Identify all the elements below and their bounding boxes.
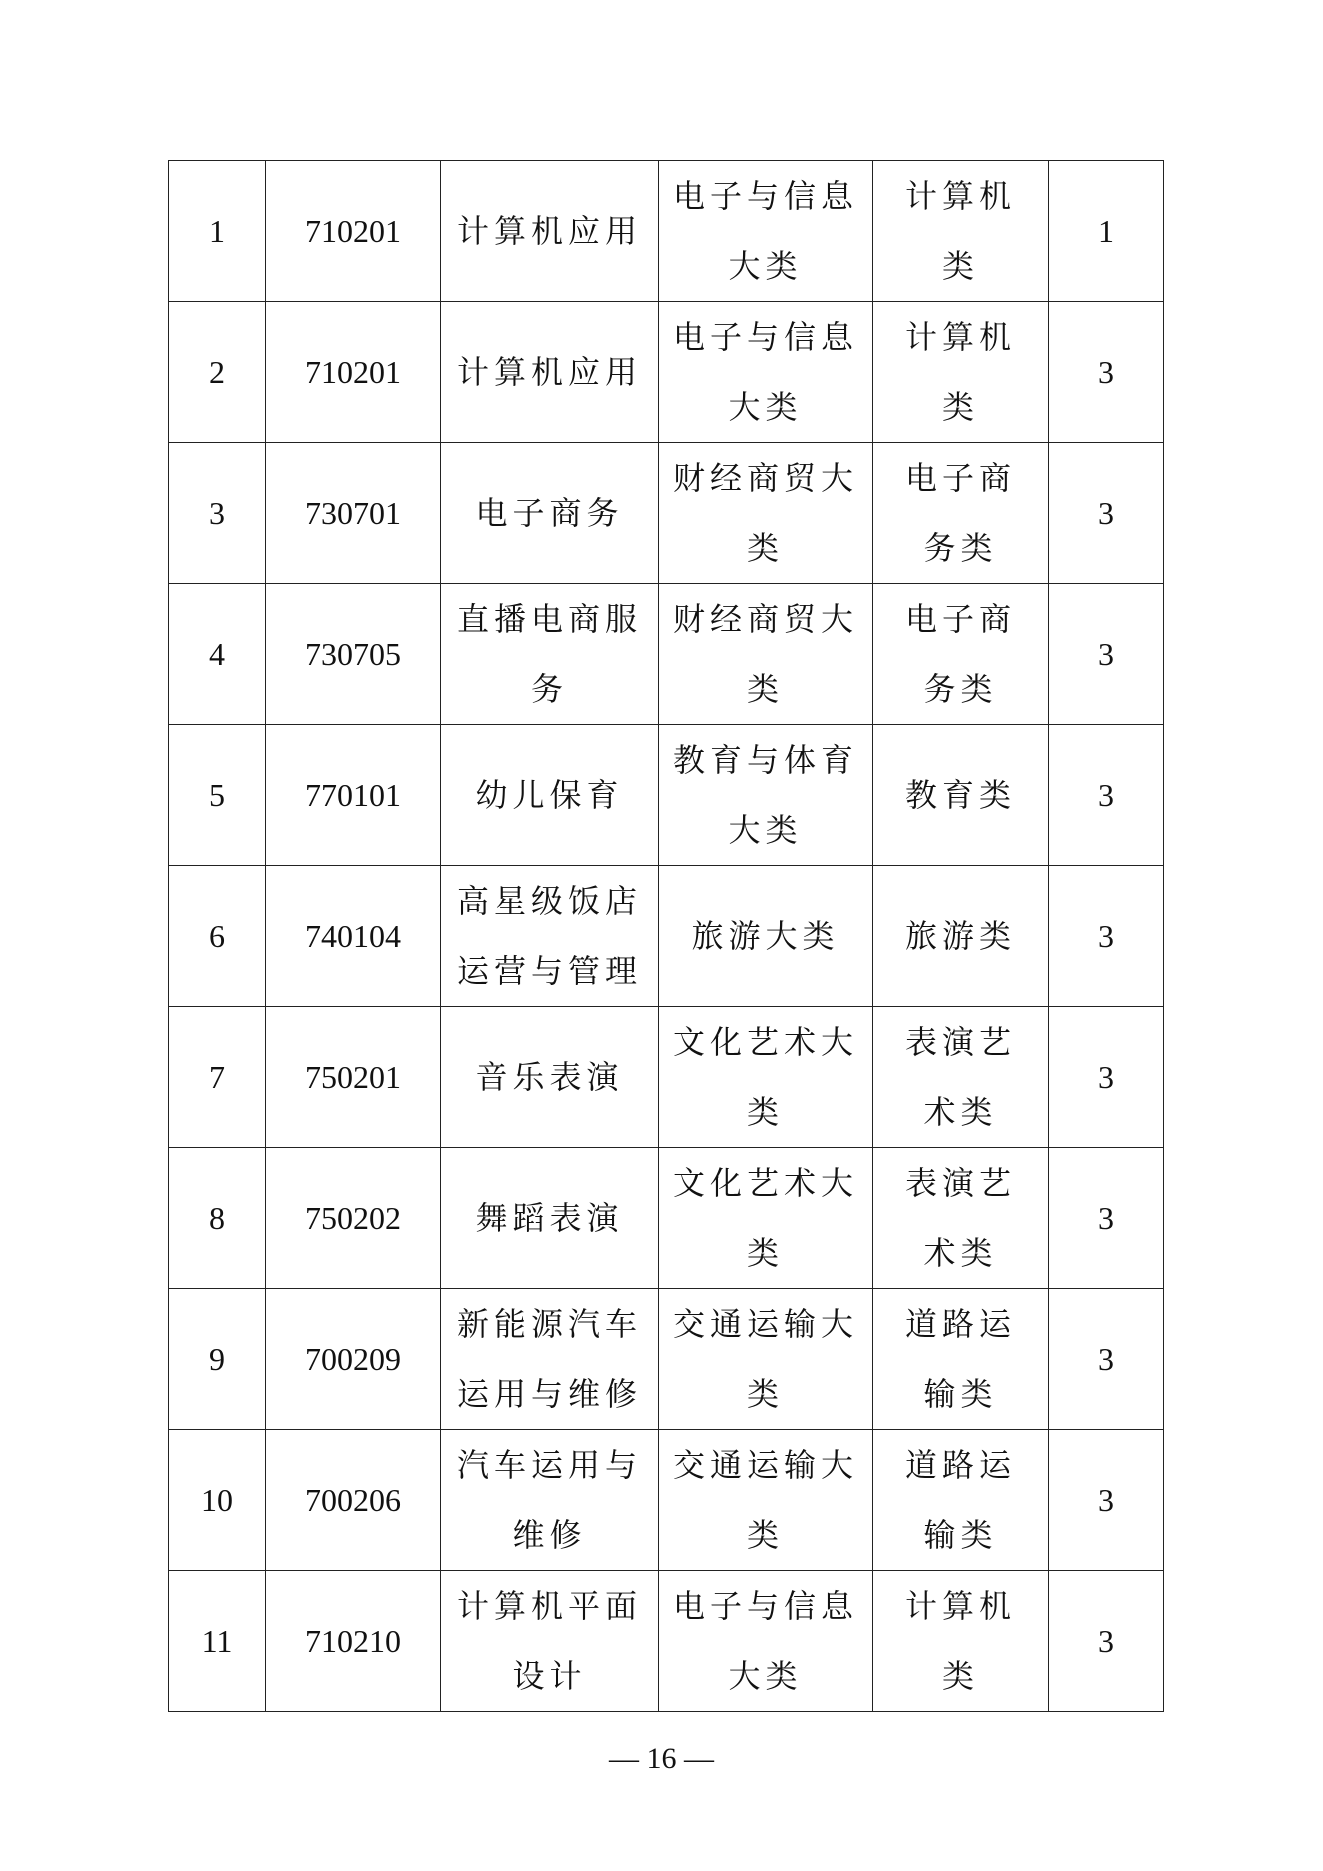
major-subcategory: 计算机类 bbox=[873, 1571, 1049, 1712]
table-row bbox=[169, 443, 1164, 584]
major-code: 710201 bbox=[266, 161, 441, 302]
major-name: 幼儿保育 bbox=[441, 725, 659, 866]
table-row bbox=[169, 1571, 1164, 1712]
major-code: 700206 bbox=[266, 1430, 441, 1571]
table-row bbox=[169, 1007, 1164, 1148]
major-name: 音乐表演 bbox=[441, 1007, 659, 1148]
major-code: 750202 bbox=[266, 1148, 441, 1289]
major-subcategory: 教育类 bbox=[873, 725, 1049, 866]
major-name: 汽车运用与维修 bbox=[441, 1430, 659, 1571]
major-name: 计算机平面设计 bbox=[441, 1571, 659, 1712]
major-subcategory: 道路运输类 bbox=[873, 1430, 1049, 1571]
table-row bbox=[169, 866, 1164, 1007]
row-index: 1 bbox=[169, 161, 266, 302]
row-count: 3 bbox=[1049, 1148, 1164, 1289]
row-index: 9 bbox=[169, 1289, 266, 1430]
row-count: 3 bbox=[1049, 584, 1164, 725]
table-row bbox=[169, 161, 1164, 302]
row-count: 3 bbox=[1049, 1007, 1164, 1148]
major-name: 电子商务 bbox=[441, 443, 659, 584]
major-name: 直播电商服务 bbox=[441, 584, 659, 725]
row-index: 11 bbox=[169, 1571, 266, 1712]
row-index: 7 bbox=[169, 1007, 266, 1148]
major-category: 交通运输大类 bbox=[659, 1430, 873, 1571]
row-index: 10 bbox=[169, 1430, 266, 1571]
row-index: 5 bbox=[169, 725, 266, 866]
row-count: 1 bbox=[1049, 161, 1164, 302]
row-count: 3 bbox=[1049, 443, 1164, 584]
major-subcategory: 旅游类 bbox=[873, 866, 1049, 1007]
major-code: 710210 bbox=[266, 1571, 441, 1712]
major-subcategory: 电子商务类 bbox=[873, 443, 1049, 584]
row-index: 2 bbox=[169, 302, 266, 443]
page-number: — 16 — bbox=[609, 1742, 714, 1775]
major-category: 电子与信息大类 bbox=[659, 1571, 873, 1712]
row-count: 3 bbox=[1049, 725, 1164, 866]
major-code: 700209 bbox=[266, 1289, 441, 1430]
row-index: 6 bbox=[169, 866, 266, 1007]
major-category: 文化艺术大类 bbox=[659, 1148, 873, 1289]
major-name: 计算机应用 bbox=[441, 161, 659, 302]
major-code: 770101 bbox=[266, 725, 441, 866]
table-row bbox=[169, 302, 1164, 443]
row-index: 3 bbox=[169, 443, 266, 584]
row-index: 4 bbox=[169, 584, 266, 725]
row-count: 3 bbox=[1049, 1430, 1164, 1571]
major-category: 电子与信息大类 bbox=[659, 302, 873, 443]
major-category: 电子与信息大类 bbox=[659, 161, 873, 302]
table-row bbox=[169, 1148, 1164, 1289]
major-name: 高星级饭店运营与管理 bbox=[441, 866, 659, 1007]
major-code: 730705 bbox=[266, 584, 441, 725]
major-code: 740104 bbox=[266, 866, 441, 1007]
major-category: 交通运输大类 bbox=[659, 1289, 873, 1430]
major-category: 文化艺术大类 bbox=[659, 1007, 873, 1148]
major-code: 750201 bbox=[266, 1007, 441, 1148]
major-subcategory: 计算机类 bbox=[873, 161, 1049, 302]
major-category: 旅游大类 bbox=[659, 866, 873, 1007]
major-category: 教育与体育大类 bbox=[659, 725, 873, 866]
row-count: 3 bbox=[1049, 1571, 1164, 1712]
major-subcategory: 道路运输类 bbox=[873, 1289, 1049, 1430]
major-name: 新能源汽车运用与维修 bbox=[441, 1289, 659, 1430]
table-row bbox=[169, 1289, 1164, 1430]
major-subcategory: 计算机类 bbox=[873, 302, 1049, 443]
row-index: 8 bbox=[169, 1148, 266, 1289]
major-subcategory: 表演艺术类 bbox=[873, 1007, 1049, 1148]
row-count: 3 bbox=[1049, 866, 1164, 1007]
row-count: 3 bbox=[1049, 1289, 1164, 1430]
major-subcategory: 电子商务类 bbox=[873, 584, 1049, 725]
major-name: 计算机应用 bbox=[441, 302, 659, 443]
major-table bbox=[168, 160, 1164, 1712]
row-count: 3 bbox=[1049, 302, 1164, 443]
major-category: 财经商贸大类 bbox=[659, 443, 873, 584]
table-row bbox=[169, 1430, 1164, 1571]
major-name: 舞蹈表演 bbox=[441, 1148, 659, 1289]
major-category: 财经商贸大类 bbox=[659, 584, 873, 725]
table-row bbox=[169, 725, 1164, 866]
major-code: 730701 bbox=[266, 443, 441, 584]
major-subcategory: 表演艺术类 bbox=[873, 1148, 1049, 1289]
major-code: 710201 bbox=[266, 302, 441, 443]
table-row bbox=[169, 584, 1164, 725]
